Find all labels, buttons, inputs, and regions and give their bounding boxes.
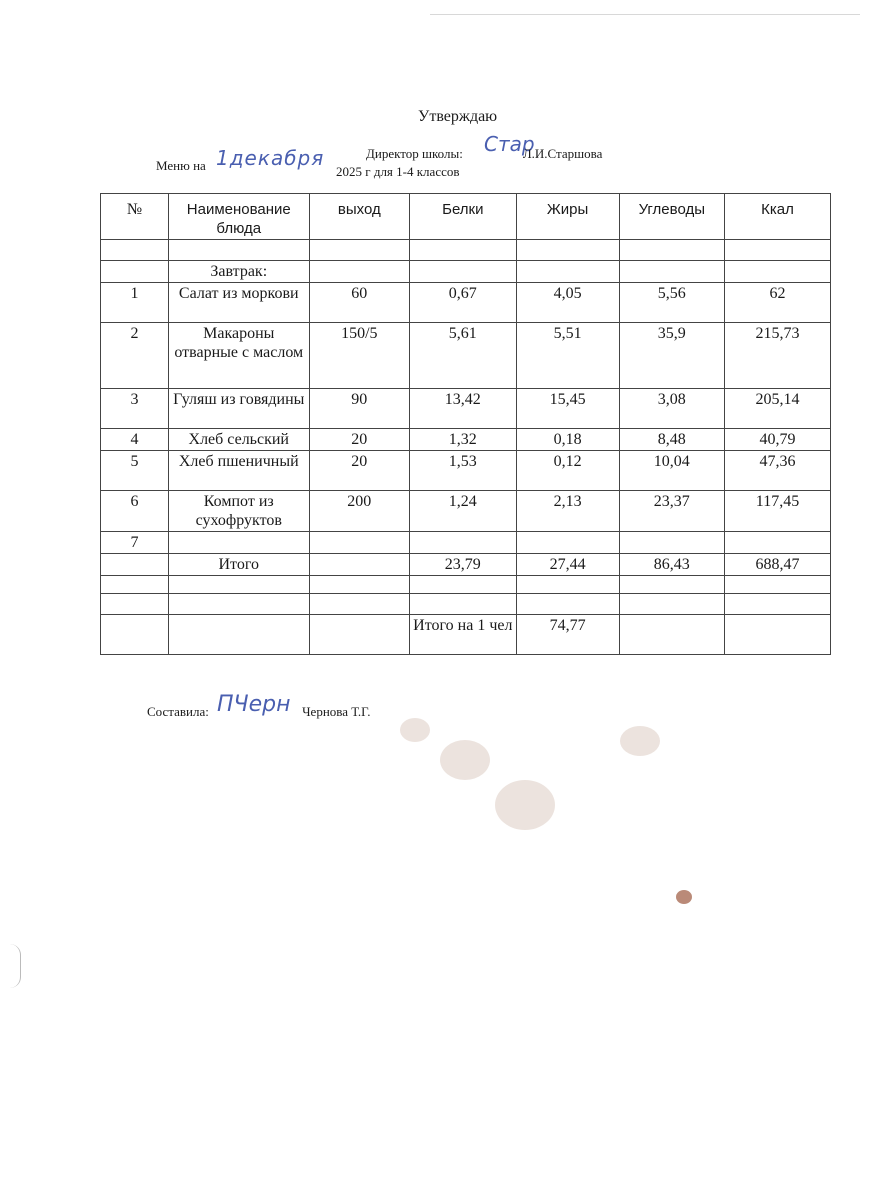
- per-person-label: Итого на 1 чел: [410, 615, 517, 655]
- row-carbs: 35,9: [619, 323, 724, 389]
- row-output: 60: [309, 283, 409, 323]
- table-row: [101, 532, 831, 554]
- row-proteins: 13,42: [410, 389, 517, 429]
- row-kcal: 47,36: [724, 451, 830, 491]
- director-line: [366, 146, 602, 162]
- table-row: [101, 429, 831, 451]
- row-num: 2: [101, 323, 169, 389]
- header-output: выход: [309, 194, 409, 240]
- margin-mark: [10, 944, 21, 988]
- row-output: 20: [309, 429, 409, 451]
- row-kcal: 40,79: [724, 429, 830, 451]
- row-kcal: 62: [724, 283, 830, 323]
- table-row: [101, 594, 831, 615]
- row-num: 4: [101, 429, 169, 451]
- composer-line: [147, 692, 371, 720]
- page-edge-line: [430, 14, 860, 15]
- approval-heading: Утверждаю: [418, 108, 498, 125]
- row-fats: 4,05: [516, 283, 619, 323]
- row-carbs: 3,08: [619, 389, 724, 429]
- row-fats: 2,13: [516, 491, 619, 532]
- row-proteins: 5,61: [410, 323, 517, 389]
- paper-stain: [620, 726, 660, 756]
- row-output: 150/5: [309, 323, 409, 389]
- row-proteins: 1,53: [410, 451, 517, 491]
- table-row: [101, 283, 831, 323]
- menu-table: [100, 193, 831, 655]
- row-carbs: 10,04: [619, 451, 724, 491]
- paper-stain: [440, 740, 490, 780]
- director-name: Л.И.Старшова: [522, 146, 603, 161]
- paper-stain: [400, 718, 430, 742]
- row-num: 6: [101, 491, 169, 532]
- row-proteins: 0,67: [410, 283, 517, 323]
- row-fats: 5,51: [516, 323, 619, 389]
- row-num: 3: [101, 389, 169, 429]
- row-name: Макароны отварные с маслом: [168, 323, 309, 389]
- paper-stain: [676, 890, 692, 904]
- director-label: Директор школы:: [366, 146, 463, 161]
- per-person-value: 74,77: [516, 615, 619, 655]
- row-output: 20: [309, 451, 409, 491]
- row-name: Салат из моркови: [168, 283, 309, 323]
- total-kcal: 688,47: [724, 554, 830, 576]
- header-carbs: Углеводы: [619, 194, 724, 240]
- table-header-row: [101, 194, 831, 240]
- total-fats: 27,44: [516, 554, 619, 576]
- row-carbs: 5,56: [619, 283, 724, 323]
- composer-name: Чернова Т.Г.: [302, 704, 371, 719]
- table-row: [101, 491, 831, 532]
- director-signature: Стар: [484, 132, 535, 156]
- row-num: 1: [101, 283, 169, 323]
- meal-label: Завтрак:: [168, 261, 309, 283]
- header-num: №: [101, 194, 169, 240]
- row-proteins: 1,24: [410, 491, 517, 532]
- total-carbs: 86,43: [619, 554, 724, 576]
- row-name: Хлеб пшеничный: [168, 451, 309, 491]
- meal-row: [101, 261, 831, 283]
- total-proteins: 23,79: [410, 554, 517, 576]
- row-kcal: 215,73: [724, 323, 830, 389]
- row-proteins: 1,32: [410, 429, 517, 451]
- row-fats: 0,12: [516, 451, 619, 491]
- row-fats: 15,45: [516, 389, 619, 429]
- menu-prefix: Меню на: [156, 158, 206, 173]
- menu-suffix: 2025 г для 1-4 классов: [336, 164, 460, 179]
- row-carbs: 23,37: [619, 491, 724, 532]
- per-person-row: [101, 615, 831, 655]
- header-fats: Жиры: [516, 194, 619, 240]
- row-output: 90: [309, 389, 409, 429]
- row-kcal: 205,14: [724, 389, 830, 429]
- composer-label: Составила:: [147, 704, 209, 719]
- paper-stain: [495, 780, 555, 830]
- row-name: Гуляш из говядины: [168, 389, 309, 429]
- row-fats: 0,18: [516, 429, 619, 451]
- row-num: 5: [101, 451, 169, 491]
- composer-signature: ПЧерн: [217, 692, 291, 717]
- header-name: Наименование блюда: [168, 194, 309, 240]
- menu-date-handwritten: 1декабря: [216, 146, 325, 170]
- row-kcal: 117,45: [724, 491, 830, 532]
- table-row: [101, 240, 831, 261]
- row-name: Компот из сухофруктов: [168, 491, 309, 532]
- total-label: Итого: [168, 554, 309, 576]
- table-row: [101, 323, 831, 389]
- row-output: 200: [309, 491, 409, 532]
- header-proteins: Белки: [410, 194, 517, 240]
- table-row: [101, 451, 831, 491]
- header-kcal: Ккал: [724, 194, 830, 240]
- total-row: [101, 554, 831, 576]
- table-row: [101, 389, 831, 429]
- table-row: [101, 576, 831, 594]
- row-name: Хлеб сельский: [168, 429, 309, 451]
- row-num: 7: [101, 532, 169, 554]
- row-carbs: 8,48: [619, 429, 724, 451]
